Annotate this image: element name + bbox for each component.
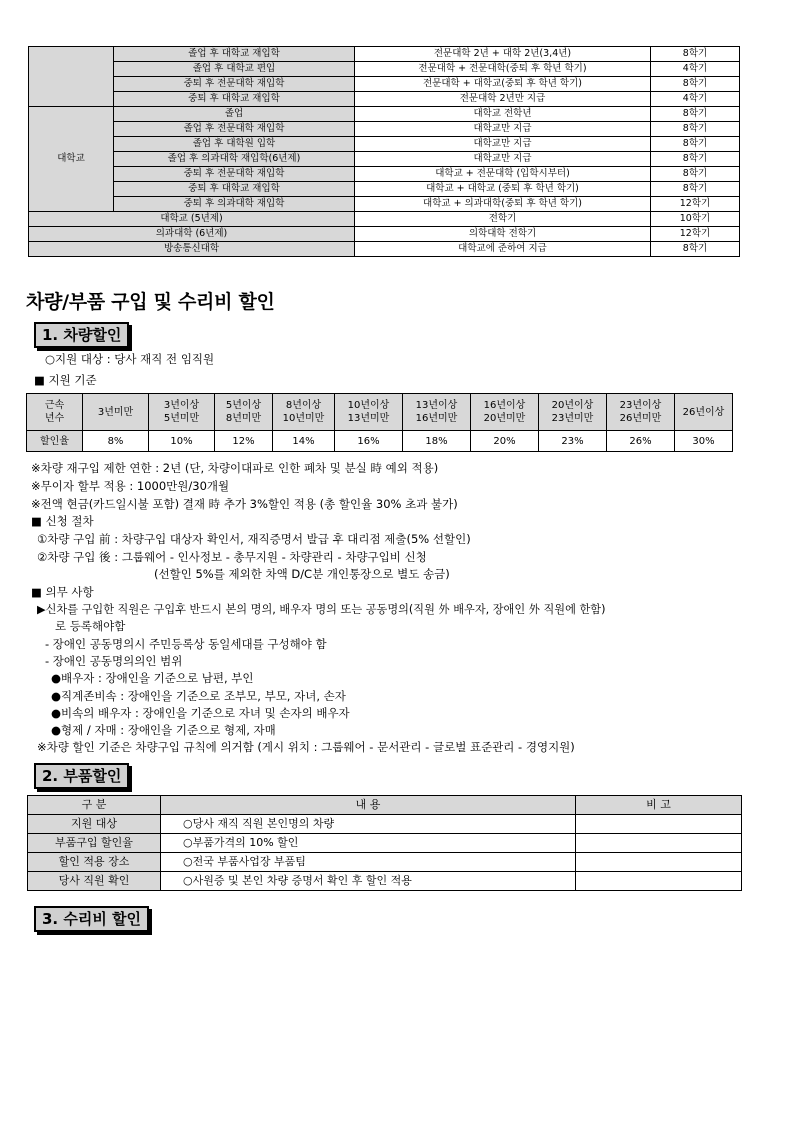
table-cell: 전학기 <box>355 212 651 227</box>
table-cell: 8학기 <box>651 152 740 167</box>
table-cell: 대학교에 준하여 지급 <box>355 242 651 257</box>
table-cell: 12% <box>215 431 273 452</box>
table-cell: 8% <box>83 431 149 452</box>
table-row <box>28 853 742 872</box>
table-row <box>28 815 742 834</box>
table-cell: 23년이상 26년미만 <box>607 394 675 431</box>
table-row <box>29 107 740 122</box>
table-cell: 졸업 후 대학교 재입학 <box>114 47 355 62</box>
table-cell: 13년이상 16년미만 <box>403 394 471 431</box>
table-cell: 대학교 + 전문대학 (입학시부터) <box>355 167 651 182</box>
note-2: ※무이자 할부 적용 : 1000만원/30개월 <box>31 479 230 493</box>
sec3-title: 3. 수리비 할인 <box>34 906 149 932</box>
sec1-title: 1. 차량할인 <box>34 322 129 348</box>
table-row <box>29 77 740 92</box>
table-row <box>29 122 740 137</box>
table-cell: 의학대학 전학기 <box>355 227 651 242</box>
apply-step-2: ②차량 구입 後 : 그룹웨어 - 인사정보 - 총무지원 - 차량관리 - 차량구입비 신청 <box>37 550 427 564</box>
rate-label: 할인율 <box>27 431 83 452</box>
table-cell: 의과대학 (6년제) <box>29 227 355 242</box>
table-cell: 12학기 <box>651 197 740 212</box>
table-cell: 전문대학 2년 + 대학 2년(3,4년) <box>355 47 651 62</box>
table-cell: 20년이상 23년미만 <box>539 394 607 431</box>
group-cell-junior-college <box>29 47 114 107</box>
duty-4: ●배우자 : 장애인을 기준으로 남편, 부인 <box>51 671 254 685</box>
table-cell: 중퇴 후 전문대학 재입학 <box>114 77 355 92</box>
table-cell: 3년미만 <box>83 394 149 431</box>
table-row <box>29 62 740 77</box>
table-cell: 대학교 (5년제) <box>29 212 355 227</box>
table-cell: 8학기 <box>651 137 740 152</box>
table-cell: 지원 대상 <box>28 815 161 834</box>
duty-7: ●형제 / 자매 : 장애인을 기준으로 형제, 자매 <box>51 723 276 737</box>
table-cell: 18% <box>403 431 471 452</box>
sec2-title: 2. 부품할인 <box>34 763 129 789</box>
table-cell: 대학교만 지급 <box>355 122 651 137</box>
table-cell: 방송통신대학 <box>29 242 355 257</box>
sec1-target: ○지원 대상 : 당사 재직 전 임직원 <box>45 352 215 366</box>
duty-1: ▶신차를 구입한 직원은 구입후 반드시 본의 명의, 배우자 명의 또는 공동명의(직원 外 배우자, 장애인 外 직원에 한함) <box>37 603 606 616</box>
table-cell: 8년이상 10년미만 <box>273 394 335 431</box>
table-cell: 20% <box>471 431 539 452</box>
table-header-row <box>28 796 742 815</box>
table-cell: 8학기 <box>651 107 740 122</box>
duty-label: ■ 의무 사항 <box>31 585 94 599</box>
table-cell: ○부품가격의 10% 할인 <box>161 834 576 853</box>
table-cell: 23% <box>539 431 607 452</box>
table-cell <box>576 815 742 834</box>
column-header: 비 고 <box>576 796 742 815</box>
table-row <box>29 212 740 227</box>
duty-2: - 장애인 공동명의시 주민등록상 동일세대를 구성해야 함 <box>45 637 327 651</box>
table-cell: 4학기 <box>651 62 740 77</box>
table-cell: 졸업 후 대학원 입학 <box>114 137 355 152</box>
table-cell: 중퇴 후 대학교 재입학 <box>114 92 355 107</box>
table-cell: 전문대학 + 전문대학(중퇴 후 학년 학기) <box>355 62 651 77</box>
table-cell: 8학기 <box>651 77 740 92</box>
table-cell: 중퇴 후 대학교 재입학 <box>114 182 355 197</box>
table-cell: 졸업 후 의과대학 재입학(6년제) <box>114 152 355 167</box>
table-cell: 대학교 + 대학교 (중퇴 후 학년 학기) <box>355 182 651 197</box>
column-header: 구 분 <box>28 796 161 815</box>
table-cell: 10년이상 13년미만 <box>335 394 403 431</box>
table-cell: 당사 직원 확인 <box>28 872 161 891</box>
sec1-criteria-label: ■ 지원 기준 <box>34 373 97 387</box>
parts-discount-table <box>27 795 742 891</box>
table-cell: 대학교만 지급 <box>355 152 651 167</box>
table-row <box>29 152 740 167</box>
table-cell: 10% <box>149 431 215 452</box>
table-row <box>27 394 733 431</box>
duty-note: ※차량 할인 기준은 차량구입 규칙에 의거함 (게시 위치 : 그룹웨어 - 문서관리 - 글로벌 표준관리 - 경영지원) <box>37 740 575 754</box>
table-cell: 16% <box>335 431 403 452</box>
table-row <box>29 182 740 197</box>
table-cell: 중퇴 후 전문대학 재입학 <box>114 167 355 182</box>
table-cell <box>576 853 742 872</box>
table-cell: ○당사 재직 직원 본인명의 차량 <box>161 815 576 834</box>
table-cell: 26년이상 <box>675 394 733 431</box>
apply-label: ■ 신청 절차 <box>31 514 94 528</box>
tenure-header: 근속 년수 <box>27 394 83 431</box>
duty-5: ●직계존비속 : 장애인을 기준으로 조부모, 부모, 자녀, 손자 <box>51 689 346 703</box>
table-cell: 8학기 <box>651 167 740 182</box>
table-cell: 4학기 <box>651 92 740 107</box>
table-cell: 전문대학 + 대학교(중퇴 후 학년 학기) <box>355 77 651 92</box>
apply-step-2-note: (선할인 5%를 제외한 차액 D/C분 개인통장으로 별도 송금) <box>154 567 450 581</box>
table-cell: 30% <box>675 431 733 452</box>
table-row <box>28 872 742 891</box>
note-1: ※차량 재구입 제한 연한 : 2년 (단, 차량이대파로 인한 폐차 및 분실 時 예외 적용) <box>31 461 439 475</box>
note-3: ※전액 현금(카드일시불 포함) 결재 時 추가 3%할인 적용 (총 할인율 30% 초과 불가) <box>31 497 458 511</box>
table-cell: ○사원증 및 본인 차량 증명서 확인 후 할인 적용 <box>161 872 576 891</box>
table-row <box>29 197 740 212</box>
table-cell: 10학기 <box>651 212 740 227</box>
table-row <box>28 834 742 853</box>
section-title: 차량/부품 구입 및 수리비 할인 <box>26 291 275 313</box>
table-cell: 12학기 <box>651 227 740 242</box>
group-cell-university: 대학교 <box>29 107 114 212</box>
table-row <box>29 227 740 242</box>
table-cell: 26% <box>607 431 675 452</box>
table-cell: 졸업 후 전문대학 재입학 <box>114 122 355 137</box>
table-cell: 졸업 <box>114 107 355 122</box>
table-row <box>29 92 740 107</box>
table-row <box>27 431 733 452</box>
table-cell: 8학기 <box>651 47 740 62</box>
tenure-discount-table <box>26 393 733 452</box>
duty-1-cont: 로 등록해야함 <box>55 619 126 633</box>
table-row <box>29 47 740 62</box>
table-row <box>29 167 740 182</box>
table-cell: 16년이상 20년미만 <box>471 394 539 431</box>
education-support-table <box>28 46 740 257</box>
table-cell: 부품구입 할인율 <box>28 834 161 853</box>
table-cell: 5년이상 8년미만 <box>215 394 273 431</box>
table-cell <box>576 872 742 891</box>
table-cell: ○전국 부품사업장 부품팀 <box>161 853 576 872</box>
table-cell: 3년이상 5년미만 <box>149 394 215 431</box>
table-cell <box>576 834 742 853</box>
table-cell: 졸업 후 대학교 편입 <box>114 62 355 77</box>
table-row <box>29 242 740 257</box>
table-cell: 대학교 전학년 <box>355 107 651 122</box>
table-cell: 8학기 <box>651 242 740 257</box>
table-cell: 전문대학 2년만 지급 <box>355 92 651 107</box>
table-cell: 8학기 <box>651 122 740 137</box>
table-cell: 할인 적용 장소 <box>28 853 161 872</box>
apply-step-1: ①차량 구입 前 : 차량구입 대상자 확인서, 재직증명서 발급 후 대리점 제출(5% 선할인) <box>37 532 471 546</box>
table-cell: 대학교 + 의과대학(중퇴 후 학년 학기) <box>355 197 651 212</box>
table-cell: 14% <box>273 431 335 452</box>
duty-6: ●비속의 배우자 : 장애인을 기준으로 자녀 및 손자의 배우자 <box>51 706 350 720</box>
duty-3: - 장애인 공동명의의인 범위 <box>45 654 183 668</box>
column-header: 내 용 <box>161 796 576 815</box>
table-cell: 대학교만 지급 <box>355 137 651 152</box>
table-row <box>29 137 740 152</box>
table-cell: 8학기 <box>651 182 740 197</box>
table-cell: 중퇴 후 의과대학 재입학 <box>114 197 355 212</box>
